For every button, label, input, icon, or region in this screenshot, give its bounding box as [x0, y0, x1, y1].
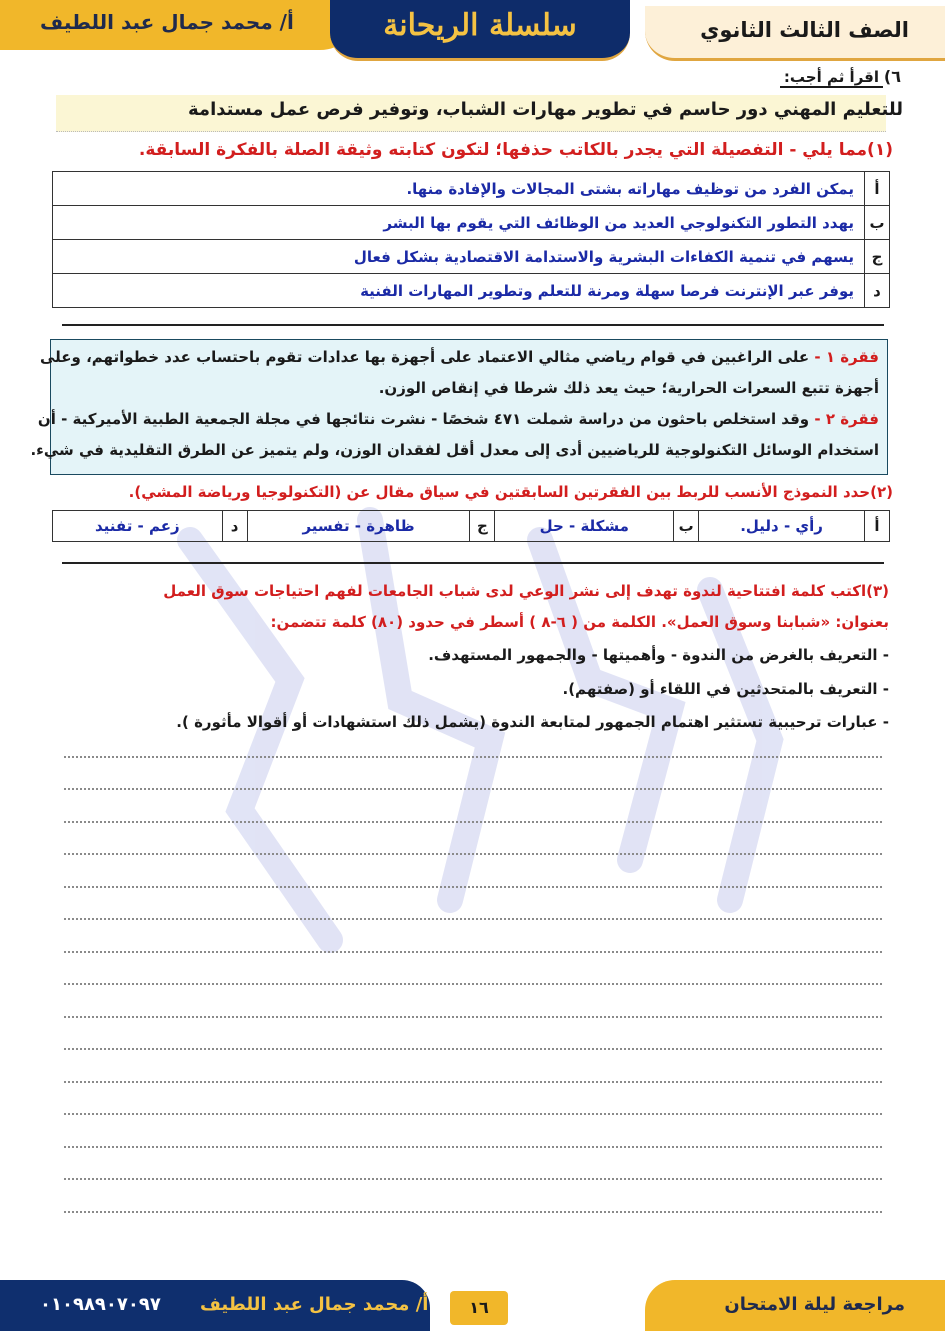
answer-line[interactable] — [64, 918, 882, 920]
option-letter: د — [865, 274, 890, 308]
question-3-prompt: (٣)اكتب كلمة افتتاحية لندوة تهدف إلى نشر الوعي لدى شباب الجامعات لفهم احتياجات سوق العمل — [163, 582, 889, 600]
question-label: اقرأ ثم أجب: — [780, 68, 883, 88]
section-divider — [62, 324, 884, 326]
answer-line[interactable] — [64, 1211, 882, 1213]
option-letter: د — [222, 511, 247, 542]
answer-line[interactable] — [64, 821, 882, 823]
footer-review-title: مراجعة ليلة الامتحان — [724, 1294, 905, 1315]
option-row[interactable] — [53, 172, 890, 206]
option-d-text[interactable]: زعم - تفنيد — [53, 511, 223, 542]
answer-line[interactable] — [64, 951, 882, 953]
question-number: ٦) — [883, 67, 901, 86]
option-text: يهدد التطور التكنولوجي العديد من الوظائف التي يقوم بها البشر — [53, 206, 865, 240]
phone-number: ٠١٠٩٨٩٠٧٠٩٧ — [40, 1294, 161, 1315]
paragraphs-box — [30, 339, 888, 475]
option-text: يمكن الفرد من توظيف مهاراته بشتى المجالات والإفادة منها. — [53, 172, 865, 206]
question-2-prompt: (٢)حدد النموذج الأنسب للربط بين الفقرتين السابقتين في سياق مقال عن (التكنولوجيا ورياضة المشي). — [128, 483, 893, 501]
series-title: سلسلة الريحانة — [383, 8, 577, 43]
option-c-text[interactable]: ظاهرة - تفسير — [247, 511, 470, 542]
option-letter: أ — [865, 511, 890, 542]
question-1-options — [52, 171, 890, 308]
answer-line[interactable] — [64, 886, 882, 888]
option-letter: أ — [865, 172, 890, 206]
paragraph-1-line-1: فقرة ١ - على الراغبين في قوام رياضي مثالي الاعتماد على أجهزة بها عدادات تقوم باحتساب عدد خطواتهم، وعلى — [40, 348, 879, 366]
option-letter: ج — [865, 240, 890, 274]
option-row[interactable] — [53, 274, 890, 308]
grade-title: الصف الثالث الثانوي — [700, 18, 909, 42]
paragraph-2-line-1: فقرة ٢ - وقد استخلص باحثون من دراسة شملت ٤٧١ شخصًا - نشرت نتائجها في مجلة الجمعية الطبية الأميركية - أن — [37, 410, 879, 428]
paragraph-1-label: فقرة ١ - — [814, 348, 879, 366]
paragraph-1-line-2: أجهزة تتبع السعرات الحرارية؛ حيث يعد ذلك شرطا في إنقاص الوزن. — [378, 379, 879, 397]
answer-line[interactable] — [64, 1146, 882, 1148]
requirement-item: - عبارات ترحيبية تستثير اهتمام الجمهور لمتابعة الندوة (يشمل ذلك استشهادات أو أقوالا مأثورة ). — [176, 713, 889, 731]
section-divider — [62, 562, 884, 564]
option-a-text[interactable]: رأي - دليل. — [699, 511, 865, 542]
statement-text: للتعليم المهني دور حاسم في تطوير مهارات الشباب، وتوفير فرص عمل مستدامة — [188, 99, 903, 120]
footer-teacher-name: أ/ محمد جمال عبد اللطيف — [200, 1294, 429, 1315]
option-letter: ب — [674, 511, 699, 542]
teacher-name: أ/ محمد جمال عبد اللطيف — [40, 10, 294, 34]
answer-line[interactable] — [64, 853, 882, 855]
answer-line[interactable] — [64, 788, 882, 790]
answer-line[interactable] — [64, 1178, 882, 1180]
question-1-prompt: (١)مما يلي - التفصيلة التي يجدر بالكاتب حذفها؛ لتكون كتابته وثيقة الصلة بالفكرة السابقة. — [138, 140, 893, 160]
answer-line[interactable] — [64, 1016, 882, 1018]
option-letter: ج — [470, 511, 495, 542]
paragraph-2-line-2: استخدام الوسائل التكنولوجية للرياضيين أدى إلى معدل أقل لفقدان الوزن، ولم يتميز عن الطرق التقليدية في شيء. — [30, 441, 879, 459]
page-number: ١٦ — [450, 1291, 508, 1325]
question-2-options — [52, 510, 890, 542]
answer-line[interactable] — [64, 983, 882, 985]
answer-line[interactable] — [64, 1048, 882, 1050]
paragraph-2-label: فقرة ٢ - — [814, 410, 879, 428]
requirement-item: - التعريف بالمتحدثين في اللقاء أو (صفتهم). — [562, 680, 889, 698]
requirement-item: - التعريف بالغرض من الندوة - وأهميتها - والجمهور المستهدف. — [428, 646, 889, 664]
option-text: يسهم في تنمية الكفاءات البشرية والاستدامة الاقتصادية بشكل فعال — [53, 240, 865, 274]
option-text: يوفر عبر الإنترنت فرصا سهلة ومرنة للتعلم وتطوير المهارات الفنية — [53, 274, 865, 308]
answer-line[interactable] — [64, 756, 882, 758]
answer-line[interactable] — [64, 1113, 882, 1115]
answer-line[interactable] — [64, 1081, 882, 1083]
option-row[interactable] — [53, 206, 890, 240]
option-letter: ب — [865, 206, 890, 240]
option-row[interactable] — [53, 240, 890, 274]
option-b-text[interactable]: مشكلة - حل — [495, 511, 674, 542]
question-3-instructions: بعنوان: «شبابنا وسوق العمل». الكلمة من ( ٦-٨ ) أسطر في حدود (٨٠) كلمة تتضمن: — [270, 613, 889, 631]
